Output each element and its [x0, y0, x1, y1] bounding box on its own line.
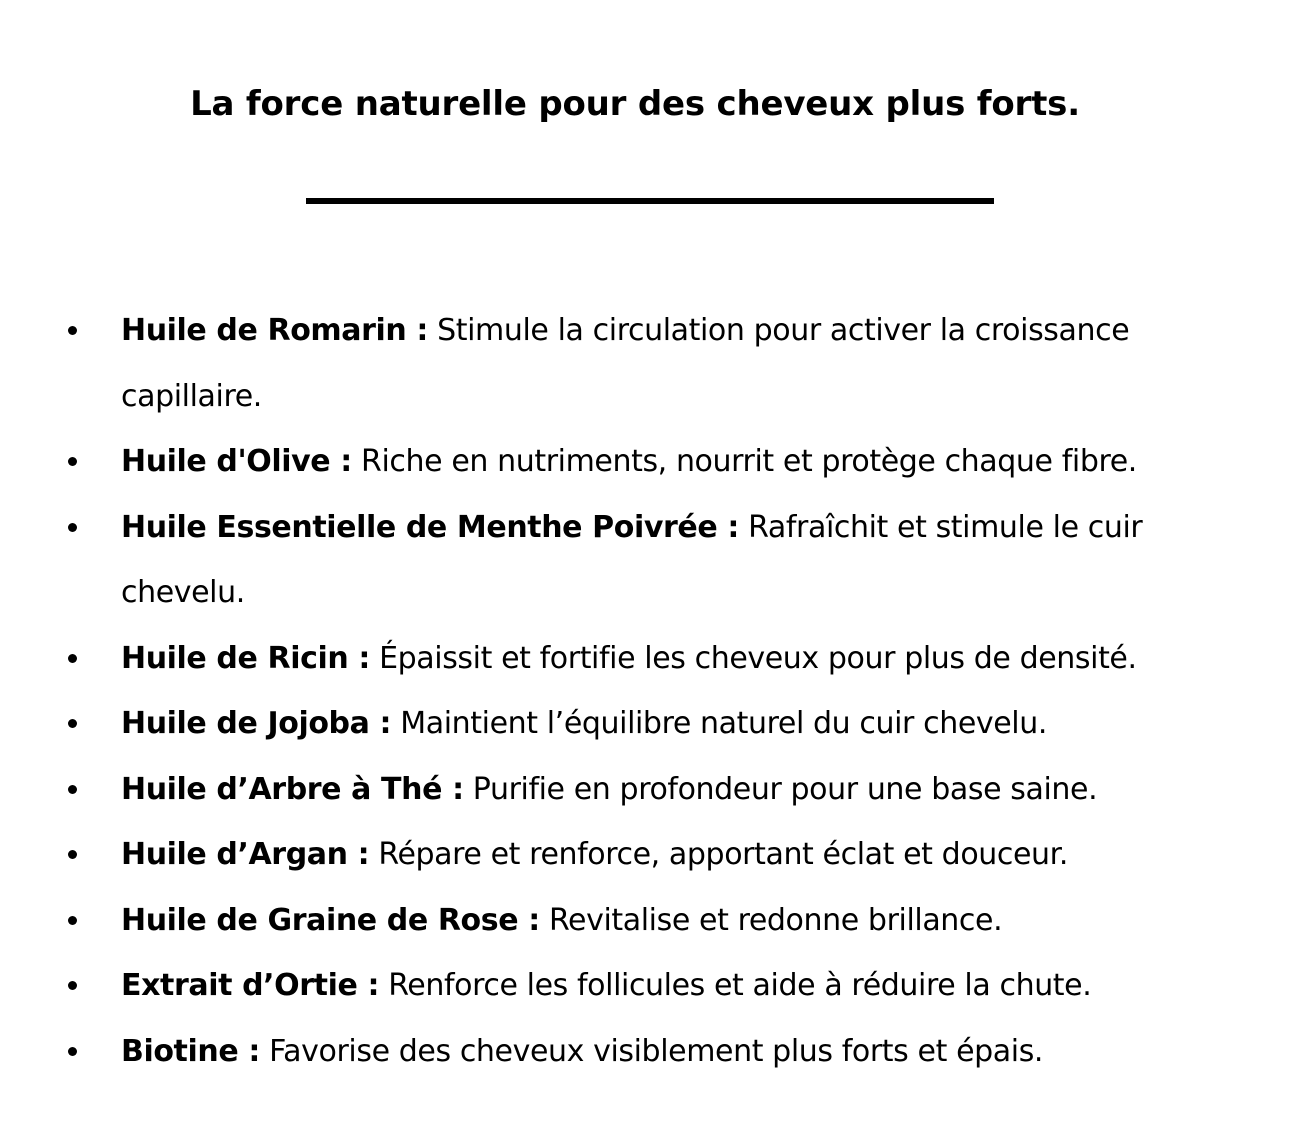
- ingredient-name: Huile Essentielle de Menthe Poivrée :: [121, 509, 739, 545]
- list-item-romarin: [0, 298, 1211, 429]
- ingredient-name: Huile de Graine de Rose :: [121, 902, 540, 938]
- list-item-olive: [0, 429, 1211, 495]
- list-item-graine-de-rose: [0, 888, 1211, 954]
- ingredient-description: Rafraîchit et stimule le cuir chevelu.: [121, 509, 1143, 610]
- list-item-menthe-poivree: [0, 495, 1211, 626]
- list-item-biotine: [0, 1019, 1211, 1085]
- list-item-jojoba: [0, 691, 1211, 757]
- ingredient-name: Extrait d’Ortie :: [121, 968, 380, 1003]
- bullet-icon: [68, 457, 77, 466]
- ingredient-description: Riche en nutriments, nourrit et protège chaque fibre.: [351, 444, 1137, 479]
- ingredient-name: Huile d'Olive :: [121, 444, 352, 479]
- ingredient-name: Huile de Romarin :: [121, 313, 428, 348]
- list-item-ricin: [0, 626, 1211, 692]
- list-item-arbre-a-the: [0, 757, 1211, 823]
- ingredient-description: Revitalise et redonne brillance.: [539, 902, 1003, 938]
- bullet-icon: [68, 326, 77, 335]
- title-underline: [306, 198, 994, 204]
- ingredient-name: Huile de Jojoba :: [121, 706, 392, 741]
- ingredient-description: Favorise des cheveux visiblement plus forts et épais.: [259, 1033, 1044, 1069]
- bullet-icon: [68, 785, 77, 794]
- ingredient-description: Répare et renforce, apportant éclat et douceur.: [369, 837, 1068, 872]
- bullet-icon: [68, 1047, 77, 1056]
- bullet-icon: [68, 916, 77, 925]
- ingredient-description: Purifie en profondeur pour une base saine.: [463, 771, 1098, 807]
- ingredient-name: Huile de Ricin :: [121, 640, 370, 676]
- ingredient-description: Épaissit et fortifie les cheveux pour plus de densité.: [369, 640, 1137, 676]
- ingredient-description: Maintient l’équilibre naturel du cuir chevelu.: [391, 706, 1047, 741]
- bullet-icon: [68, 850, 77, 859]
- bullet-icon: [68, 523, 77, 532]
- ingredient-name: Huile d’Argan :: [121, 837, 370, 872]
- page-title: La force naturelle pour des cheveux plus forts.: [190, 84, 1080, 124]
- ingredient-list: [0, 298, 1314, 1084]
- list-item-argan: [0, 822, 1211, 888]
- list-item-ortie: [0, 953, 1211, 1019]
- ingredient-description: Stimule la circulation pour activer la croissance capillaire.: [121, 313, 1130, 414]
- ingredient-name: Biotine :: [121, 1033, 260, 1069]
- bullet-icon: [68, 654, 77, 663]
- ingredient-description: Renforce les follicules et aide à réduire la chute.: [379, 968, 1092, 1003]
- ingredient-name: Huile d’Arbre à Thé :: [121, 771, 464, 807]
- bullet-icon: [68, 719, 77, 728]
- bullet-icon: [68, 981, 77, 990]
